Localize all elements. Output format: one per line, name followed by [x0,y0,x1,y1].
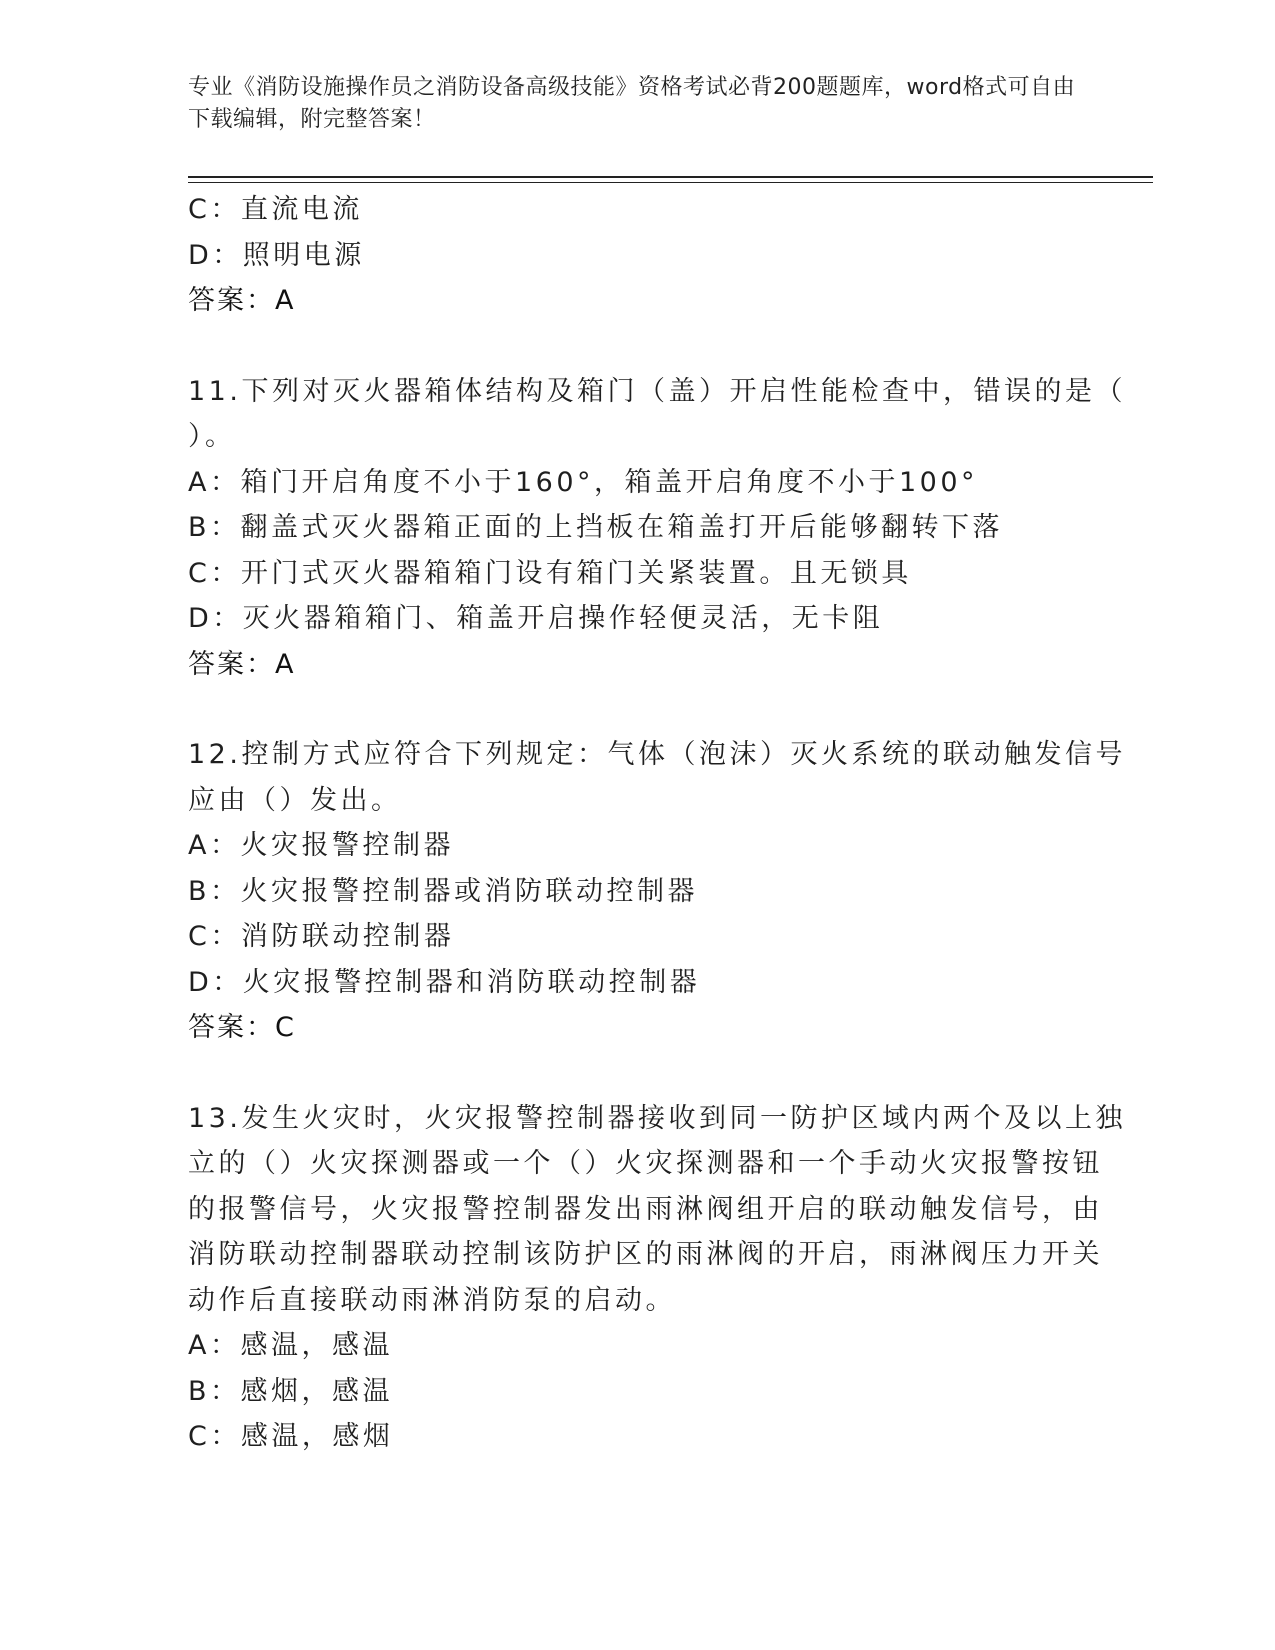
option-c: C：直流电流 [188,194,363,225]
option-d: D：灭火器箱箱门、箱盖开启操作轻便灵活，无卡阻 [188,603,884,634]
answer-line: 答案：A [188,648,296,680]
question-11 [188,369,1126,688]
document-title: 专业《消防设施操作员之消防设备高级技能》资格考试必背200题题库，word格式可自由下载编辑，附完整答案！ [188,75,1076,132]
option-b: B：感烟，感温 [188,1375,394,1407]
option-b: B：翻盖式灭火器箱正面的上挡板在箱盖打开后能够翻转下落 [188,512,1004,543]
header-divider [188,176,1153,183]
continued-question [188,187,1088,324]
answer-line: 答案：A [188,285,296,316]
question-12 [188,732,1126,1051]
option-b: B：火灾报警控制器或消防联动控制器 [188,875,699,907]
option-c: C：消防联动控制器 [188,921,455,952]
question-13 [188,1096,1126,1460]
question-stem-line: 消防联动控制器联动控制该防护区的雨淋阀的开启，雨淋阀压力开关 [188,1239,1103,1270]
question-stem-line: 的报警信号，火灾报警控制器发出雨淋阀组开启的联动触发信号，由 [188,1193,1103,1225]
option-a: A：箱门开启角度不小于160°，箱盖开启角度不小于100° [188,466,979,498]
question-stem-line: 13.发生火灾时，火灾报警控制器接收到同一防护区域内两个及以上独 [188,1102,1126,1134]
option-d: D：火灾报警控制器和消防联动控制器 [188,966,701,998]
option-a: A：火灾报警控制器 [188,830,454,861]
answer-line: 答案：C [188,1012,296,1043]
page-header [188,72,1078,136]
question-stem-line: 11.下列对灭火器箱体结构及箱门（盖）开启性能检查中，错误的是（ [188,375,1126,407]
question-stem-line: ）。 [188,421,236,452]
document-body [188,187,1126,1460]
question-stem-line: 应由（）发出。 [188,784,402,816]
option-d: D：照明电源 [188,239,365,271]
question-stem-line: 12.控制方式应符合下列规定：气体（泡沫）灭火系统的联动触发信号 [188,739,1126,770]
question-stem-line: 动作后直接联动雨淋消防泵的启动。 [188,1284,676,1316]
option-c: C：感温，感烟 [188,1421,394,1452]
option-a: A：感温，感温 [188,1330,393,1361]
option-c: C：开门式灭火器箱箱门设有箱门关紧装置。且无锁具 [188,557,912,589]
question-stem-line: 立的（）火灾探测器或一个（）火灾探测器和一个手动火灾报警按钮 [188,1148,1103,1179]
